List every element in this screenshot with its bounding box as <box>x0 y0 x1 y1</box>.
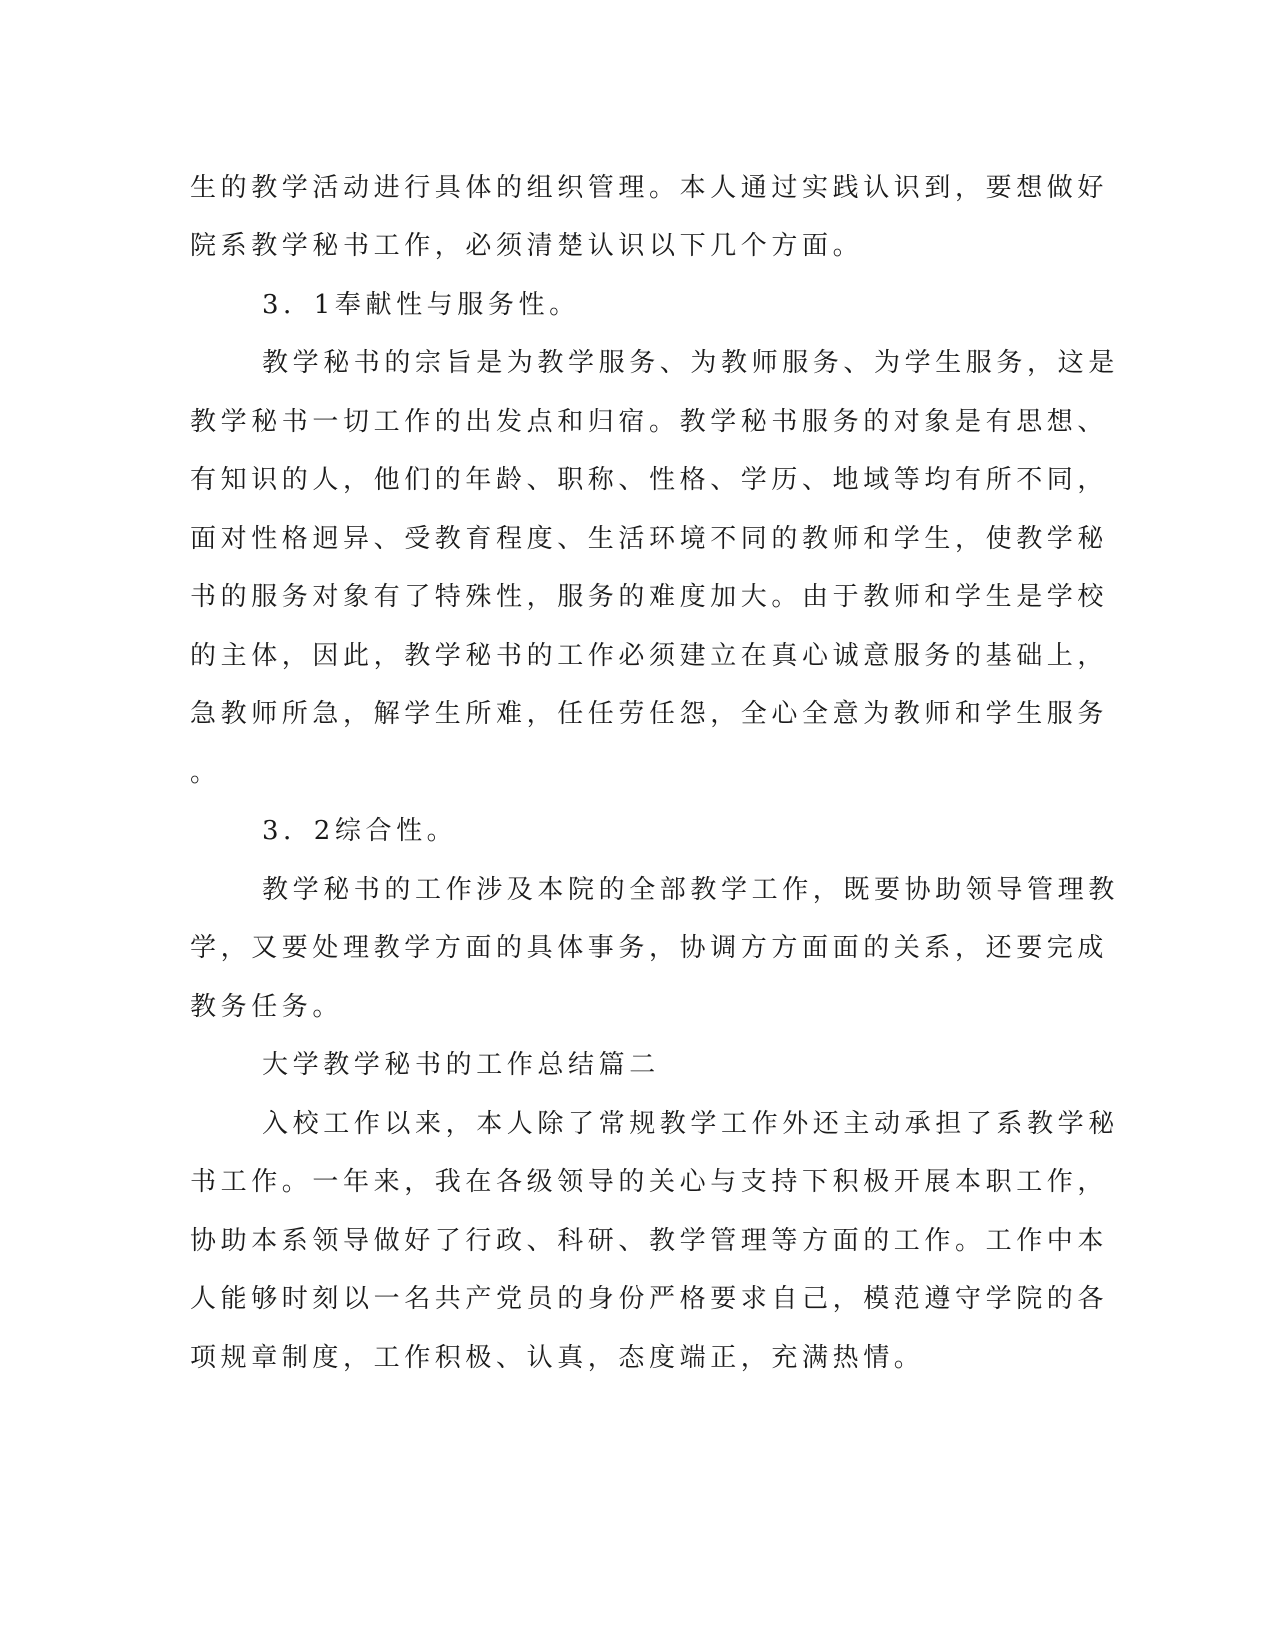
text-line: 的主体，因此，教学秘书的工作必须建立在真心诚意服务的基础上， <box>190 641 1109 671</box>
text-line: 人能够时刻以一名共产党员的身份严格要求自己，模范遵守学院的各 <box>190 1284 1109 1314</box>
text-line: 教学秘书的工作涉及本院的全部教学工作，既要协助领导管理教 <box>262 875 1119 905</box>
text-line: 教学秘书一切工作的出发点和归宿。教学秘书服务的对象是有思想、 <box>190 407 1109 437</box>
text-line: 面对性格迥异、受教育程度、生活环境不同的教师和学生，使教学秘 <box>190 524 1109 554</box>
text-line: 书工作。一年来，我在各级领导的关心与支持下积极开展本职工作， <box>190 1167 1109 1197</box>
text-line: 生的教学活动进行具体的组织管理。本人通过实践认识到，要想做好 <box>190 173 1109 203</box>
text-line: 。 <box>190 758 221 788</box>
text-line: 协助本系领导做好了行政、科研、教学管理等方面的工作。工作中本 <box>190 1226 1109 1256</box>
text-line: 教务任务。 <box>190 992 344 1022</box>
section-heading: 3．2综合性。 <box>262 816 458 846</box>
section-heading: 3．1奉献性与服务性。 <box>262 290 580 320</box>
text-line: 教学秘书的宗旨是为教学服务、为教师服务、为学生服务，这是 <box>262 348 1119 378</box>
text-line: 有知识的人，他们的年龄、职称、性格、学历、地域等均有所不同， <box>190 465 1109 495</box>
text-line: 项规章制度，工作积极、认真，态度端正，充满热情。 <box>190 1343 925 1373</box>
section-title: 大学教学秘书的工作总结篇二 <box>262 1050 660 1080</box>
text-line: 学，又要处理教学方面的具体事务，协调方方面面的关系，还要完成 <box>190 933 1109 963</box>
text-line: 急教师所急，解学生所难，任任劳任怨，全心全意为教师和学生服务 <box>190 699 1109 729</box>
text-line: 书的服务对象有了特殊性，服务的难度加大。由于教师和学生是学校 <box>190 582 1109 612</box>
text-line: 入校工作以来，本人除了常规教学工作外还主动承担了系教学秘 <box>262 1109 1119 1139</box>
text-line: 院系教学秘书工作，必须清楚认识以下几个方面。 <box>190 231 864 261</box>
